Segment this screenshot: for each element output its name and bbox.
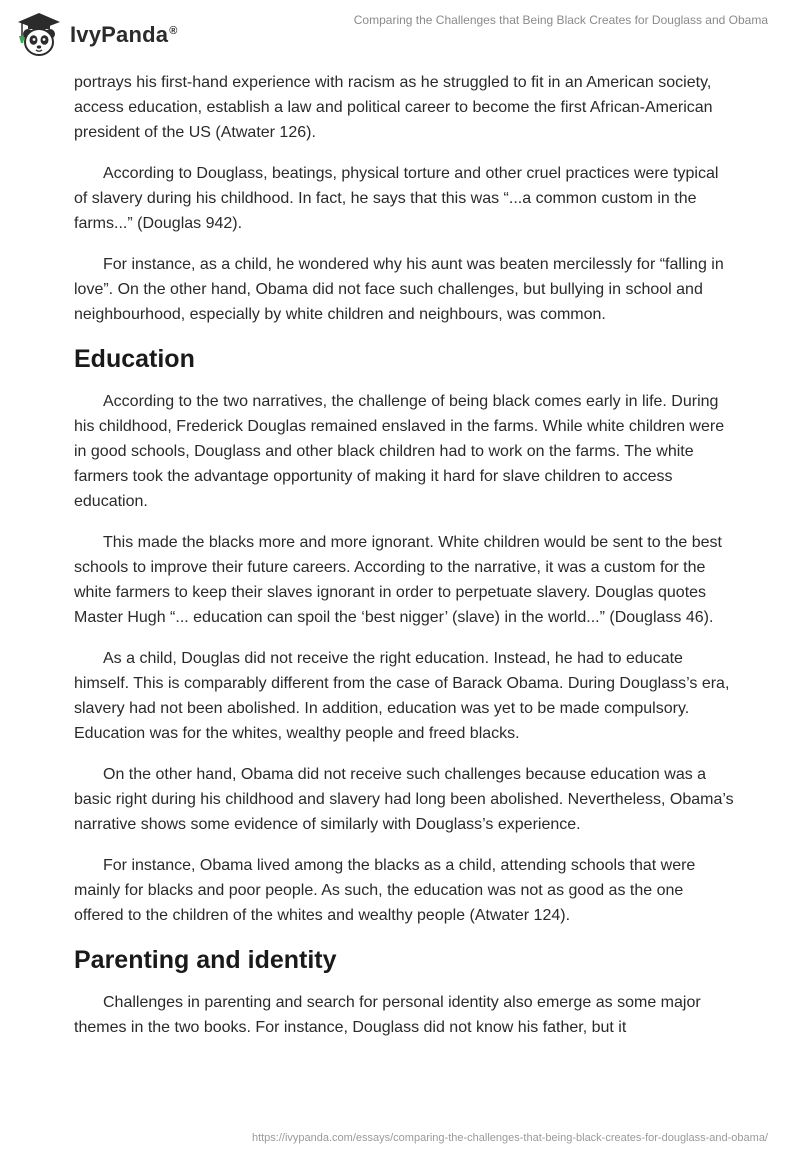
panda-graduation-cap-icon — [14, 10, 64, 60]
page-header — [0, 0, 800, 66]
paragraph: For instance, Obama lived among the blacks as a child, attending schools that were mainly for blacks and poor people. As such, the education was not as good as the one offered to the children of the whites and wealthy people (Atwater 124). — [74, 857, 696, 924]
paragraph: According to Douglass, beatings, physical torture and other cruel practices were typical of slavery during his childhood. In fact, he says that this was “...a common custom in the farms...” (Douglas 942). — [74, 165, 719, 232]
brand-name: IvyPanda® — [70, 22, 178, 47]
section-heading-education: Education — [74, 345, 195, 373]
paragraph: According to the two narratives, the challenge of being black comes early in life. During his childhood, Frederick Douglas remained enslaved in the farms. While white children were in good schools, Douglass and other black children had to work on the farms. The white farmers took the advantage opportunity of making it hard for slave children to access education. — [74, 393, 725, 510]
essay-content — [74, 70, 734, 1056]
document-title: Comparing the Challenges that Being Black Creates for Douglass and Obama — [353, 13, 768, 27]
source-url[interactable]: https://ivypanda.com/essays/comparing-the-challenges-that-being-black-creates-for-douglass-and-obama/ — [251, 1132, 768, 1144]
section-heading-parenting: Parenting and identity — [74, 946, 337, 974]
paragraph: portrays his first-hand experience with racism as he struggled to fit in an American society, access education, establish a law and political career to become the first African-American president of the US (Atwater 126). — [74, 74, 713, 141]
paragraph: This made the blacks more and more ignorant. White children would be sent to the best schools to improve their future careers. According to the narrative, it was a custom for the white farmers to keep their slaves ignorant in order to perpetuate slavery. Douglas quotes Master Hugh “... education can spoil the ‘best nigger’ (slave) in the world...” (Douglass 46). — [74, 534, 722, 626]
paragraph: For instance, as a child, he wondered why his aunt was beaten mercilessly for “falling in love”. On the other hand, Obama did not face such challenges, but bullying in school and neighbourhood, especially by white children and neighbours, was common. — [74, 256, 724, 323]
paragraph: Challenges in parenting and search for personal identity also emerge as some major themes in the two books. For instance, Douglass did not know his father, but it — [74, 994, 701, 1036]
paragraph: On the other hand, Obama did not receive such challenges because education was a basic right during his childhood and slavery had long been abolished. Nevertheless, Obama’s narrative shows some evidence of similarly with Douglass’s experience. — [74, 766, 734, 833]
brand-logo[interactable] — [14, 10, 178, 60]
paragraph: As a child, Douglas did not receive the right education. Instead, he had to educate himself. This is comparably different from the case of Barack Obama. During Douglass’s era, slavery had not been abolished. In addition, education was yet to be made compulsory. Education was for the whites, wealthy people and freed blacks. — [74, 650, 730, 742]
